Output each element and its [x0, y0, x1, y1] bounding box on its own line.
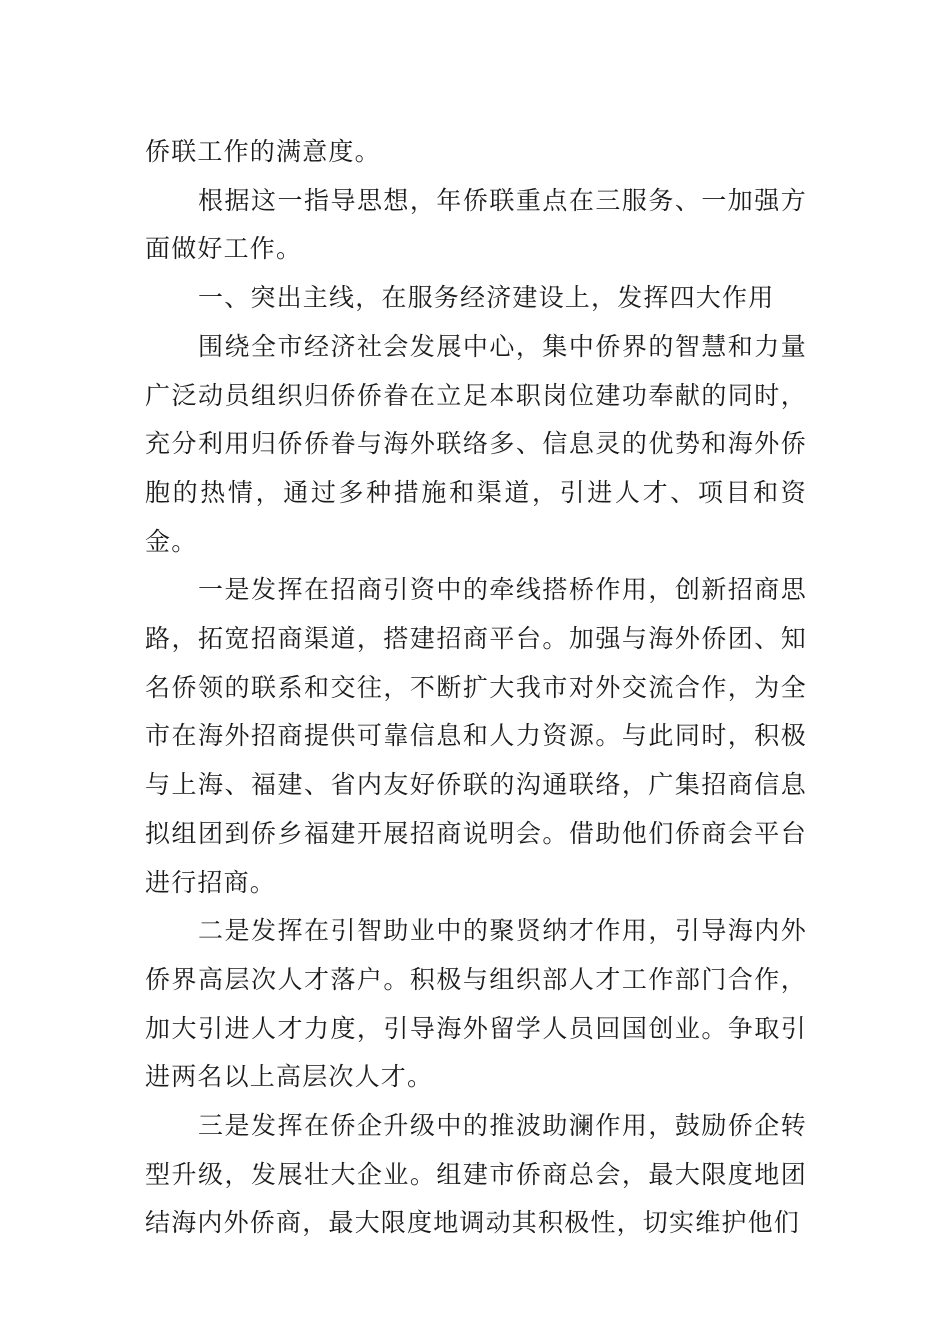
- paragraph-2: 根据这一指导思想，年侨联重点在三服务、一加强方面做好工作。: [145, 185, 807, 264]
- paragraph-5: 一是发挥在招商引资中的牵线搭桥作用，创新招商思路，拓宽招商渠道，搭建招商平台。加强与海外侨团、知名侨领的联系和交往，不断扩大我市对外交流合作，为全市在海外招商提供可靠信息和人力资源。与此同时，积极与上海、福建、省内友好侨联的沟通联络，广集招商信息拟组团到侨乡福建开展招商说明会。借助他们侨商会平台进行招商。: [145, 575, 807, 897]
- document-page: [145, 128, 807, 1248]
- paragraph-6: 二是发挥在引智助业中的聚贤纳才作用，引导海内外侨界高层次人才落户。积极与组织部人才工作部门合作，加大引进人才力度，引导海外留学人员回国创业。争取引进两名以上高层次人才。: [145, 916, 807, 1092]
- paragraph-1: 侨联工作的满意度。: [145, 137, 381, 166]
- section-heading: 一、突出主线，在服务经济建设上，发挥四大作用: [198, 283, 775, 313]
- paragraph-7: 三是发挥在侨企升级中的推波助澜作用，鼓励侨企转型升级，发展壮大企业。组建市侨商总会，最大限度地团结海内外侨商，最大限度地调动其积极性，切实维护他们: [145, 1111, 807, 1238]
- paragraph-4: 围绕全市经济社会发展中心，集中侨界的智慧和力量广泛动员组织归侨侨眷在立足本职岗位建功奉献的同时，充分利用归侨侨眷与海外联络多、信息灵的优势和海外侨胞的热情，通过多种措施和渠道，引进人才、项目和资金。: [145, 331, 807, 556]
